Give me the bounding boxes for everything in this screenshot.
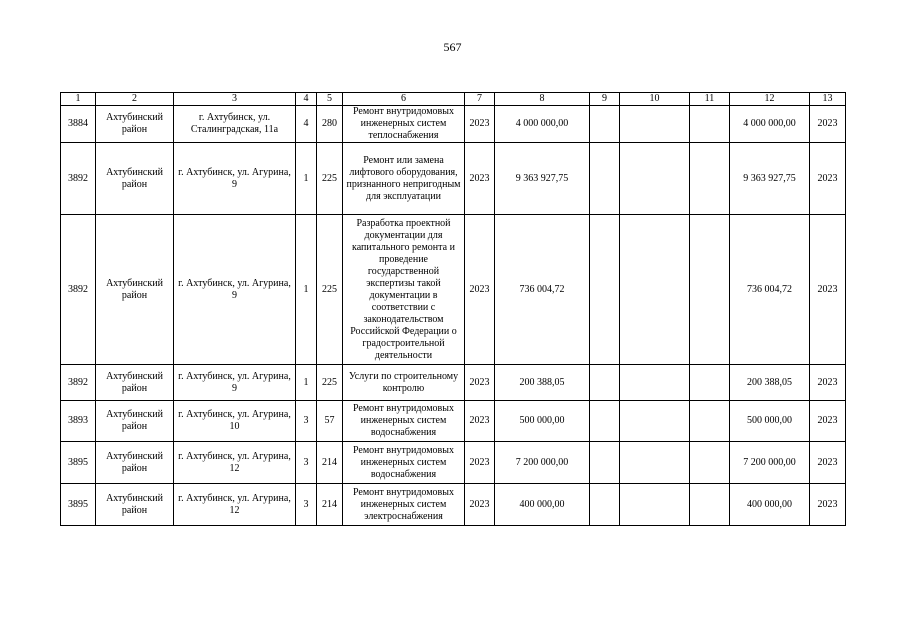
cell-col11: [690, 484, 730, 526]
cell-col4: 1: [296, 215, 317, 365]
cell-work-type: Ремонт внутридомовых инженерных систем электроснабжения: [343, 484, 465, 526]
cell-number: 3892: [61, 143, 96, 215]
column-header-6: 6: [343, 93, 465, 106]
cell-col11: [690, 365, 730, 401]
cell-col5: 57: [317, 401, 343, 442]
cell-completion-year: 2023: [810, 106, 846, 143]
cell-completion-year: 2023: [810, 484, 846, 526]
column-header-12: 12: [730, 93, 810, 106]
cell-col9: [590, 401, 620, 442]
cell-work-type: Ремонт внутридомовых инженерных систем теплоснабжения: [343, 106, 465, 143]
cell-col11: [690, 106, 730, 143]
cell-col9: [590, 484, 620, 526]
cell-col10: [620, 215, 690, 365]
cell-col4: 4: [296, 106, 317, 143]
cell-work-type: Ремонт внутридомовых инженерных систем водоснабжения: [343, 401, 465, 442]
cell-completion-year: 2023: [810, 401, 846, 442]
cell-work-type: Услуги по строительному контролю: [343, 365, 465, 401]
cell-year: 2023: [465, 106, 495, 143]
cell-address: г. Ахтубинск, ул. Сталинградская, 11а: [174, 106, 296, 143]
cell-col10: [620, 365, 690, 401]
cell-address: г. Ахтубинск, ул. Агурина, 9: [174, 365, 296, 401]
cell-col10: [620, 143, 690, 215]
cell-year: 2023: [465, 143, 495, 215]
cell-total: 200 388,05: [730, 365, 810, 401]
cell-completion-year: 2023: [810, 215, 846, 365]
cell-cost: 7 200 000,00: [495, 442, 590, 484]
cell-number: 3884: [61, 106, 96, 143]
cell-col11: [690, 401, 730, 442]
header-row: [61, 93, 846, 106]
cell-col9: [590, 143, 620, 215]
cell-col9: [590, 365, 620, 401]
cell-year: 2023: [465, 401, 495, 442]
cell-district: Ахтубинский район: [96, 365, 174, 401]
cell-col5: 225: [317, 143, 343, 215]
column-header-5: 5: [317, 93, 343, 106]
cell-col5: 214: [317, 442, 343, 484]
column-header-1: 1: [61, 93, 96, 106]
cell-col5: 225: [317, 365, 343, 401]
cell-district: Ахтубинский район: [96, 401, 174, 442]
column-header-10: 10: [620, 93, 690, 106]
cell-cost: 9 363 927,75: [495, 143, 590, 215]
cell-number: 3892: [61, 365, 96, 401]
cell-number: 3895: [61, 484, 96, 526]
cell-col10: [620, 401, 690, 442]
cell-col9: [590, 215, 620, 365]
cell-district: Ахтубинский район: [96, 442, 174, 484]
cell-year: 2023: [465, 365, 495, 401]
cell-completion-year: 2023: [810, 143, 846, 215]
column-header-13: 13: [810, 93, 846, 106]
cell-total: 500 000,00: [730, 401, 810, 442]
cell-col5: 225: [317, 215, 343, 365]
page-number: 567: [443, 40, 462, 54]
cell-work-type: Ремонт или замена лифтового оборудования, признанного непригодным для эксплуатации: [343, 143, 465, 215]
cell-cost: 400 000,00: [495, 484, 590, 526]
cell-col4: 1: [296, 365, 317, 401]
column-header-4: 4: [296, 93, 317, 106]
table-row: [61, 215, 846, 365]
cell-year: 2023: [465, 442, 495, 484]
cell-number: 3895: [61, 442, 96, 484]
cell-cost: 736 004,72: [495, 215, 590, 365]
table-row: [61, 365, 846, 401]
column-header-8: 8: [495, 93, 590, 106]
cell-year: 2023: [465, 215, 495, 365]
cell-total: 9 363 927,75: [730, 143, 810, 215]
cell-work-type: Ремонт внутридомовых инженерных систем водоснабжения: [343, 442, 465, 484]
cell-year: 2023: [465, 484, 495, 526]
cell-completion-year: 2023: [810, 442, 846, 484]
cell-district: Ахтубинский район: [96, 215, 174, 365]
cell-cost: 4 000 000,00: [495, 106, 590, 143]
cell-address: г. Ахтубинск, ул. Агурина, 12: [174, 442, 296, 484]
cell-cost: 500 000,00: [495, 401, 590, 442]
table-row: [61, 106, 846, 143]
table-row: [61, 484, 846, 526]
cell-col4: 1: [296, 143, 317, 215]
cell-col5: 214: [317, 484, 343, 526]
cell-total: 7 200 000,00: [730, 442, 810, 484]
cell-col10: [620, 442, 690, 484]
cell-col10: [620, 484, 690, 526]
cell-completion-year: 2023: [810, 365, 846, 401]
column-header-3: 3: [174, 93, 296, 106]
cell-work-type: Разработка проектной документации для капитального ремонта и проведение государственной экспертизы такой документации в соответствии с законодательством Российской Федерации о градостроительной деятельности: [343, 215, 465, 365]
capital-repair-table: [60, 92, 846, 526]
cell-district: Ахтубинский район: [96, 106, 174, 143]
cell-district: Ахтубинский район: [96, 143, 174, 215]
cell-col11: [690, 143, 730, 215]
cell-address: г. Ахтубинск, ул. Агурина, 9: [174, 143, 296, 215]
cell-col4: 3: [296, 484, 317, 526]
cell-number: 3893: [61, 401, 96, 442]
cell-total: 400 000,00: [730, 484, 810, 526]
cell-address: г. Ахтубинск, ул. Агурина, 10: [174, 401, 296, 442]
column-header-9: 9: [590, 93, 620, 106]
cell-number: 3892: [61, 215, 96, 365]
cell-col9: [590, 106, 620, 143]
cell-total: 736 004,72: [730, 215, 810, 365]
cell-col5: 280: [317, 106, 343, 143]
cell-cost: 200 388,05: [495, 365, 590, 401]
column-header-7: 7: [465, 93, 495, 106]
cell-col9: [590, 442, 620, 484]
table-row: [61, 401, 846, 442]
cell-col11: [690, 442, 730, 484]
cell-col11: [690, 215, 730, 365]
table-row: [61, 143, 846, 215]
column-header-2: 2: [96, 93, 174, 106]
cell-address: г. Ахтубинск, ул. Агурина, 12: [174, 484, 296, 526]
cell-district: Ахтубинский район: [96, 484, 174, 526]
cell-col4: 3: [296, 442, 317, 484]
column-header-11: 11: [690, 93, 730, 106]
cell-col4: 3: [296, 401, 317, 442]
table-row: [61, 442, 846, 484]
cell-address: г. Ахтубинск, ул. Агурина, 9: [174, 215, 296, 365]
cell-total: 4 000 000,00: [730, 106, 810, 143]
cell-col10: [620, 106, 690, 143]
